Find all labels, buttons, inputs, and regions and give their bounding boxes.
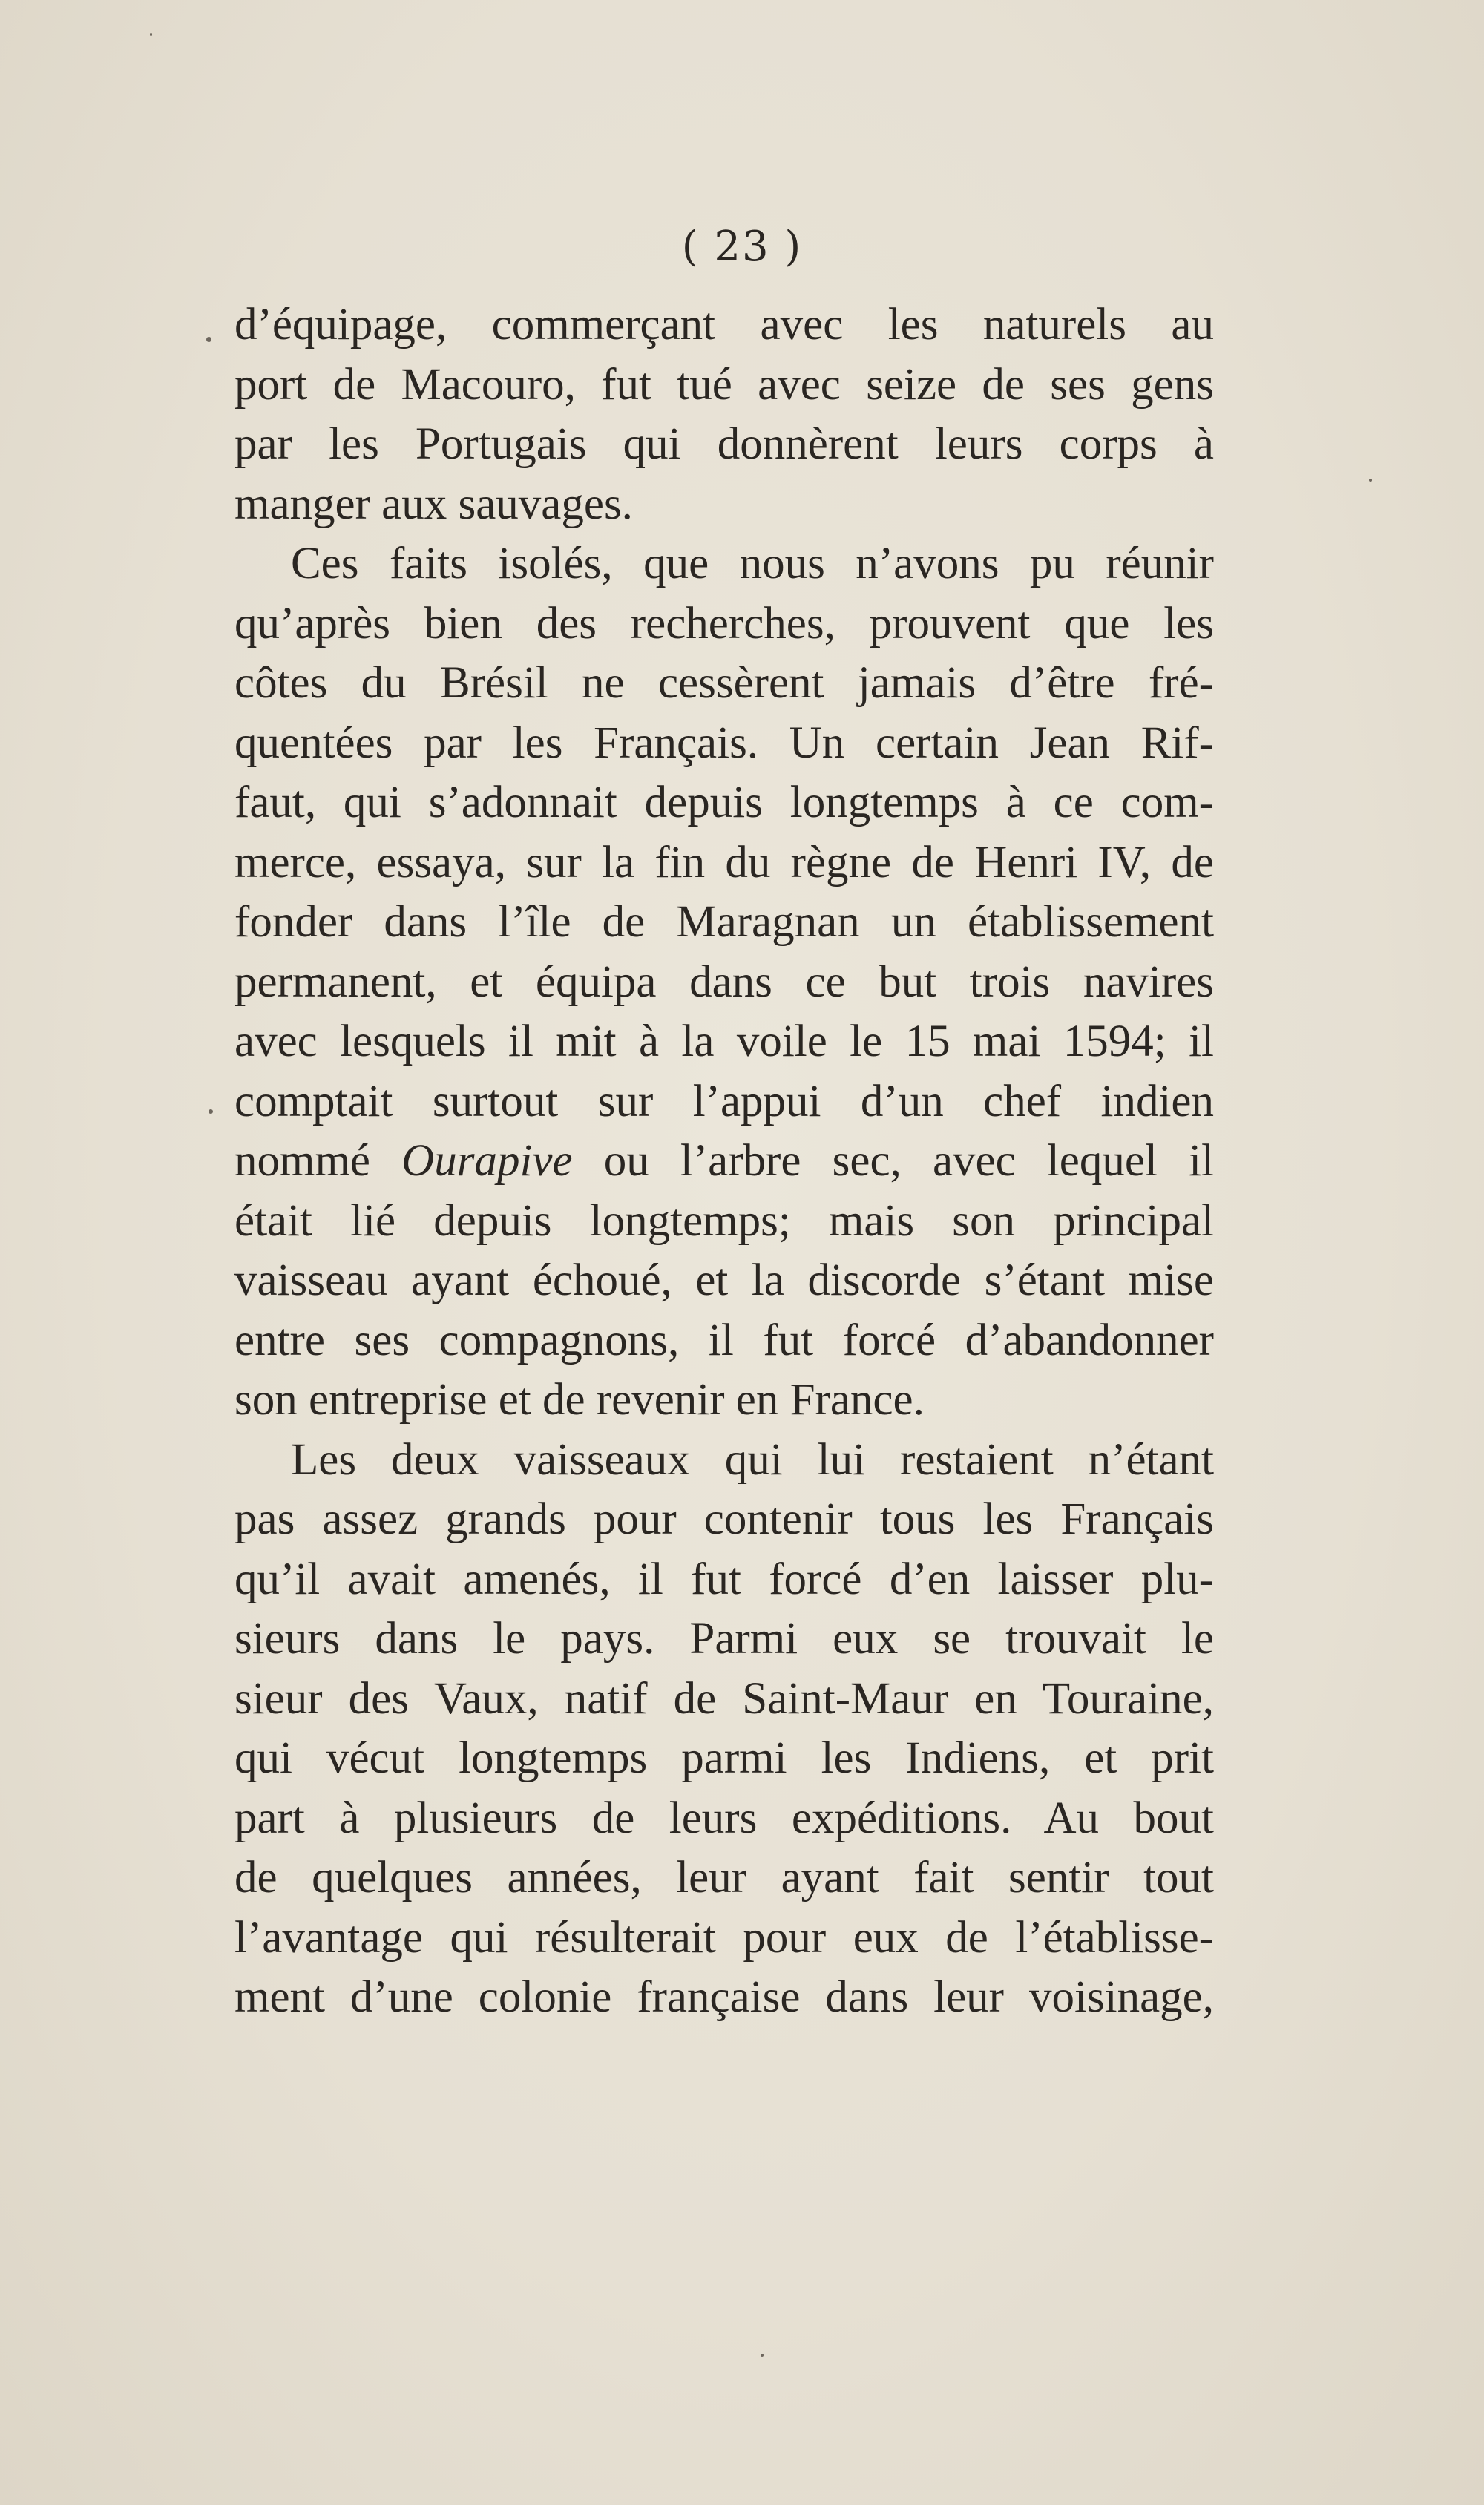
text-segment: nommé: [234, 1136, 402, 1186]
text-line: Ces faits isolés, que nous n’avons pu réunir: [291, 539, 1214, 588]
ink-speck: [1369, 479, 1372, 482]
ink-speck: [209, 1109, 213, 1114]
text-line: sieurs dans le pays. Parmi eux se trouvait le: [234, 1614, 1214, 1664]
text-line: fonder dans l’île de Maragnan un établissement: [234, 897, 1214, 947]
text-line: port de Macouro, fut tué avec seize de ses gens: [234, 359, 1214, 410]
text-line: Les deux vaisseaux qui lui restaient n’étant: [291, 1434, 1214, 1485]
text-line: de quelques années, leur ayant fait sentir tout: [234, 1853, 1214, 1902]
text-line: vaisseau ayant échoué, et la discorde s’étant mise: [234, 1255, 1214, 1305]
paragraph-2: [234, 534, 1214, 1431]
text-line: l’avantage qui résulterait pour eux de l’établisse-: [234, 1912, 1214, 1963]
ink-speck: [150, 33, 152, 36]
text-line: permanent, et équipa dans ce but trois navires: [234, 956, 1214, 1007]
text-line: part à plusieurs de leurs expéditions. Au bout: [234, 1793, 1214, 1843]
ink-speck: [761, 2354, 764, 2357]
text-line: sieur des Vaux, natif de Saint-Maur en Touraine,: [234, 1673, 1214, 1724]
text-line: quentées par les Français. Un certain Jean Rif-: [234, 718, 1214, 768]
text-line: côtes du Brésil ne cessèrent jamais d’être fré-: [234, 658, 1214, 708]
italic-name-ourapive: Ourapive: [401, 1136, 573, 1186]
text-line: merce, essaya, sur la fin du règne de Henri IV, de: [234, 837, 1214, 887]
text-line: qu’après bien des recherches, prouvent que les: [234, 598, 1214, 649]
text-line: pas assez grands pour contenir tous les Français: [234, 1494, 1214, 1544]
body-text: [234, 295, 1214, 2028]
text-line: son entreprise et de revenir en France.: [234, 1375, 925, 1425]
text-line: faut, qui s’adonnait depuis longtemps à ce com-: [234, 778, 1214, 827]
text-line: avec lesquels il mit à la voile le 15 mai 1594; il: [234, 1017, 1214, 1066]
text-line: par les Portugais qui donnèrent leurs corps à: [234, 419, 1214, 469]
text-line: entre ses compagnons, il fut forcé d’abandonner: [234, 1315, 1214, 1365]
text-line: qui vécut longtemps parmi les Indiens, et prit: [234, 1733, 1214, 1783]
text-segment: ou l’arbre sec, avec lequel il: [572, 1136, 1214, 1186]
text-line-with-italic: [234, 1132, 1214, 1192]
text-line: qu’il avait amenés, il fut forcé d’en laisser plu-: [234, 1554, 1214, 1604]
ink-speck: [206, 337, 211, 342]
text-line: d’équipage, commerçant avec les naturels au: [234, 300, 1214, 349]
page-number: ( 23 ): [681, 223, 803, 271]
text-line: était lié depuis longtemps; mais son principal: [234, 1195, 1214, 1246]
paragraph-1: [234, 295, 1214, 534]
text-line: manger aux sauvages.: [234, 479, 633, 529]
paragraph-3: [234, 1431, 1214, 2028]
text-line: ment d’une colonie française dans leur voisinage,: [234, 1972, 1214, 2022]
text-line: comptait surtout sur l’appui d’un chef indien: [234, 1076, 1214, 1126]
